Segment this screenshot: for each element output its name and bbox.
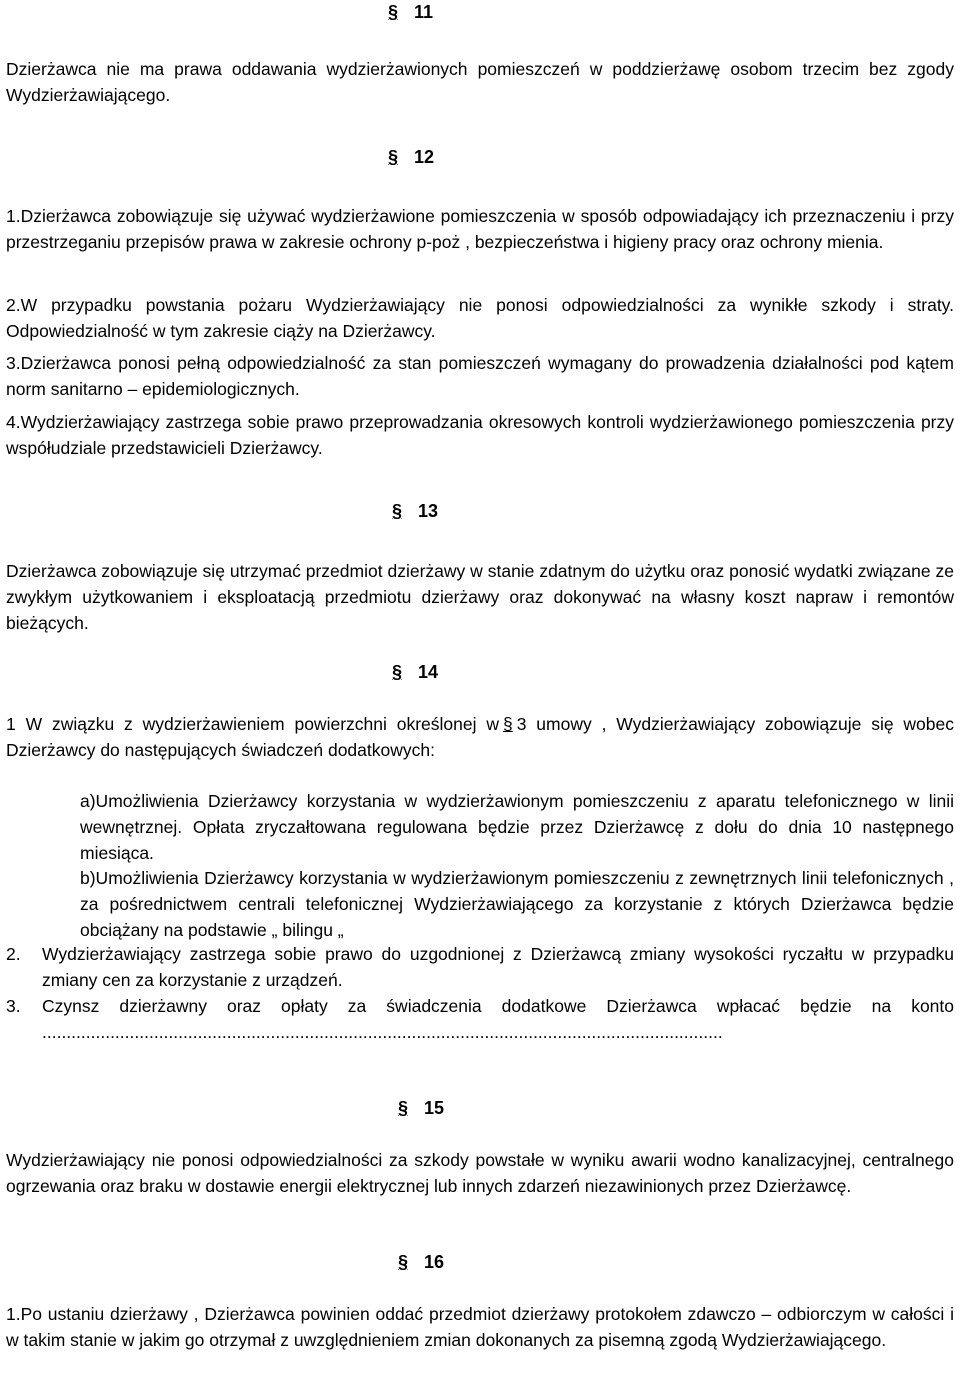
section-11-text: Dzierżawca nie ma prawa oddawania wydzierżawionych pomieszczeń w poddzierżawę osobom trzecim bez zgody Wydzierżawiającego. xyxy=(6,59,954,105)
section-number: 12 xyxy=(414,147,435,167)
section-symbol: § xyxy=(392,662,403,682)
list-marker: 3. xyxy=(6,996,21,1016)
section-12-paragraph-1: 1.Dzierżawca zobowiązuje się używać wydzierżawione pomieszczenia w sposób odpowiadający ich przeznaczeniu i przy przestrzeganiu przepisów prawa w zakresie ochrony p-poż , bezpieczeństwa i higieny pracy oraz ochrony mienia. xyxy=(6,206,954,252)
section-symbol: § xyxy=(388,147,399,167)
section-number: 15 xyxy=(424,1098,445,1118)
section-12-heading xyxy=(388,146,434,168)
section-symbol: § xyxy=(388,2,399,22)
intro-text-after: 3 umowy , Wydzierżawiający zobowiązuje się wobec Dzierżawcy do następujących świadczeń dodatkowych: xyxy=(6,714,955,760)
section-number: 13 xyxy=(418,501,439,521)
section-12-paragraph-3: 3.Dzierżawca ponosi pełną odpowiedzialność za stan pomieszczeń wymagany do prowadzenia działalności pod kątem norm sanitarno – epidemiologicznych. xyxy=(6,353,954,399)
section-14-heading xyxy=(392,661,438,683)
list-item-text: Wydzierżawiający zastrzega sobie prawo do uzgodnionej z Dzierżawcą zmiany wysokości ryczałtu w przypadku zmiany cen za korzystanie z urządzeń. xyxy=(42,944,954,990)
section-number: 16 xyxy=(424,1252,445,1272)
section-11-heading xyxy=(388,1,433,23)
section-16-heading xyxy=(398,1251,444,1273)
section-symbol: § xyxy=(502,714,513,734)
section-number: 14 xyxy=(418,662,439,682)
section-14-item-a: a)Umożliwienia Dzierżawcy korzystania w wydzierżawionym pomieszczeniu z aparatu telefonicznego w linii wewnętrznej. Opłata zryczałtowana regulowana będzie przez Dzierżawcę z dołu do dnia 10 następnego miesiąca. xyxy=(80,791,954,863)
section-12-paragraph-4: 4.Wydzierżawiający zastrzega sobie prawo przeprowadzania okresowych kontroli wydzierżawionego pomieszczenia przy współudziale przedstawicieli Dzierżawcy. xyxy=(6,412,954,458)
section-15-heading xyxy=(398,1097,444,1119)
section-symbol: § xyxy=(398,1252,409,1272)
section-symbol: § xyxy=(398,1098,409,1118)
section-symbol: § xyxy=(392,501,403,521)
list-item-text: Czynsz dzierżawny oraz opłaty za świadczenia dodatkowe Dzierżawca wpłacać będzie na konto ............................................................................................................................................ xyxy=(42,996,954,1042)
intro-text-before: 1 W związku z wydzierżawieniem powierzchni określonej w xyxy=(6,714,499,734)
section-13-text: Dzierżawca zobowiązuje się utrzymać przedmiot dzierżawy w stanie zdatnym do użytku oraz ponosić wydatki związane ze zwykłym użytkowaniem i eksploatacją przedmiotu dzierżawy oraz dokonywać na własny koszt napraw i remontów bieżących. xyxy=(6,561,954,633)
section-number: 11 xyxy=(414,2,434,22)
section-13-heading xyxy=(392,500,438,522)
section-14-item-3 xyxy=(6,993,954,1045)
section-14-item-b: b)Umożliwienia Dzierżawcy korzystania w wydzierżawionym pomieszczeniu z zewnętrznych linii telefonicznych , za pośrednictwem centrali telefonicznej Wydzierżawiającego za korzystanie z których Dzierżawca będzie obciążany na podstawie „ bilingu „ xyxy=(80,868,954,940)
section-15-text: Wydzierżawiający nie ponosi odpowiedzialności za szkody powstałe w wyniku awarii wodno kanalizacyjnej, centralnego ogrzewania oraz braku w dostawie energii elektrycznej lub innych zdarzeń niezawinionych przez Dzierżawcę. xyxy=(6,1150,954,1196)
section-12-paragraph-2: 2.W przypadku powstania pożaru Wydzierżawiający nie ponosi odpowiedzialności za wynikłe szkody i straty. Odpowiedzialność w tym zakresie ciąży na Dzierżawcy. xyxy=(6,295,954,341)
section-16-text: 1.Po ustaniu dzierżawy , Dzierżawca powinien oddać przedmiot dzierżawy protokołem zdawczo – odbiorczym w całości i w takim stanie w jakim go otrzymał z uwzględnieniem zmian dokonanych za pisemną zgodą Wydzierżawiającego. xyxy=(6,1304,954,1350)
list-marker: 2. xyxy=(6,944,21,964)
section-14-item-2 xyxy=(6,941,954,993)
section-14-intro xyxy=(6,711,954,763)
